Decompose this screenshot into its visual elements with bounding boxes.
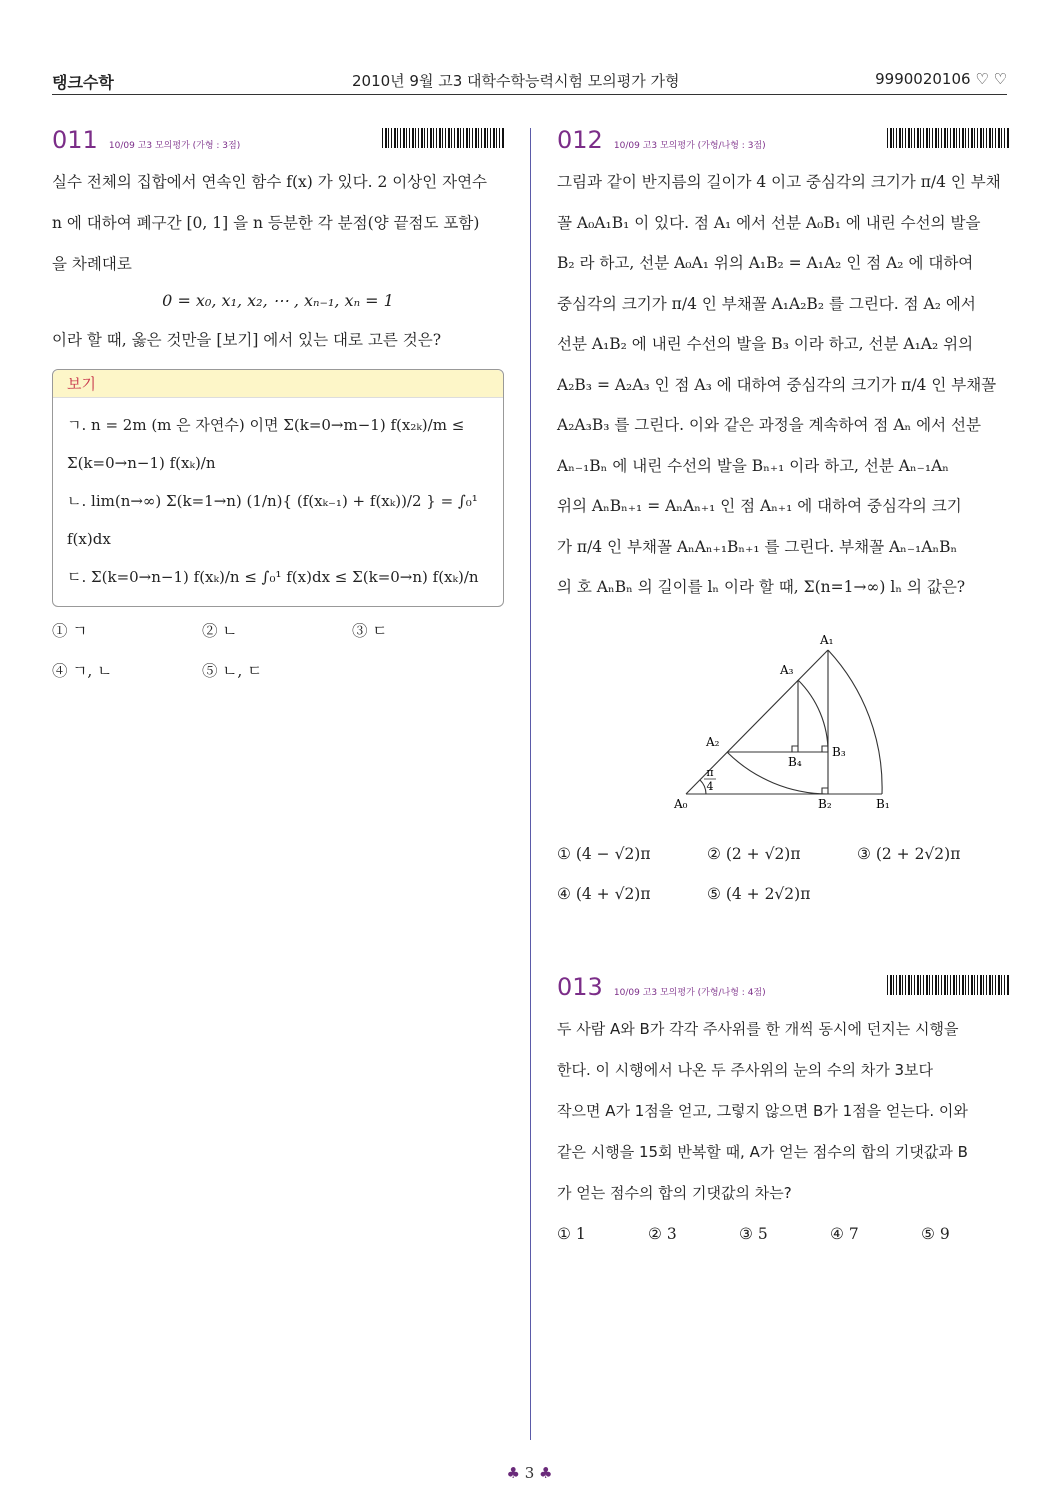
text-line: 위의 AₙBₙ₊₁ = AₙAₙ₊₁ 인 점 Aₙ₊₁ 에 대하여 중심각의 크기 xyxy=(557,497,962,515)
label-b4: B₄ xyxy=(788,755,802,769)
choice-5[interactable]: ⑤ (4 + 2√2)π xyxy=(707,885,811,903)
question-header xyxy=(557,973,1009,1009)
choice-3[interactable]: ③ 5 xyxy=(739,1225,768,1243)
brand-title: 탱크수학 xyxy=(52,73,114,92)
question-number: 013 xyxy=(557,973,603,1001)
question-text xyxy=(557,162,1009,608)
barcode-icon xyxy=(887,975,1009,995)
question-number: 012 xyxy=(557,126,603,154)
equation: 0 = x₀, x₁, x₂, ⋯ , xₙ₋₁, xₙ = 1 xyxy=(162,291,394,310)
statement-2: ㄴ. lim(n→∞) Σ(k=1→n) (1/n){ (f(xₖ₋₁) + f(xₖ))/2 } = ∫₀¹ f(x)dx xyxy=(67,492,478,548)
answer-choices xyxy=(52,611,504,691)
question-header xyxy=(557,126,1009,162)
barcode-icon xyxy=(382,128,504,148)
question-number: 011 xyxy=(52,126,98,154)
statement-1: ㄱ. n = 2m (m 은 자연수) 이면 Σ(k=0→m−1) f(x₂ₖ)/m ≤ Σ(k=0→n−1) f(xₖ)/n xyxy=(67,416,465,472)
question-011 xyxy=(52,126,504,691)
label-b1: B₁ xyxy=(876,797,890,811)
label-a1: A₁ xyxy=(820,633,834,647)
page-header xyxy=(52,70,1007,94)
column-divider xyxy=(530,128,531,1440)
statement-3: ㄷ. Σ(k=0→n−1) f(xₖ)/n ≤ ∫₀¹ f(x)dx ≤ Σ(k=0→n) f(xₖ)/n xyxy=(67,568,479,586)
text-line: 한다. 이 시행에서 나온 두 주사위의 눈의 수의 차가 3보다 xyxy=(557,1061,934,1079)
label-a2: A₂ xyxy=(706,735,720,749)
question-prompt: 이라 할 때, 옳은 것만을 [보기] 에서 있는 대로 고른 것은? xyxy=(52,331,442,349)
choice-1[interactable]: ① 1 xyxy=(557,1225,586,1243)
text-line: 같은 시행을 15회 반복할 때, A가 얻는 점수의 합의 기댓값과 B xyxy=(557,1143,968,1161)
text-line: A₂A₃B₃ 를 그린다. 이와 같은 과정을 계속하여 점 Aₙ 에서 선분 xyxy=(557,416,981,434)
answer-choices xyxy=(557,1214,1009,1254)
document-id: 9990020106 ♡ ♡ xyxy=(875,70,1007,88)
text-line: 두 사람 A와 B가 각각 주사위를 한 개씩 동시에 던지는 시행을 xyxy=(557,1020,959,1038)
question-012 xyxy=(557,126,1009,608)
exam-title: 2010년 9월 고3 대학수학능력시험 모의평가 가형 xyxy=(352,72,680,90)
text-line: 의 호 AₙBₙ 의 길이를 lₙ 이라 할 때, Σ(n=1→∞) lₙ 의 값은? xyxy=(557,578,966,596)
sector-figure xyxy=(660,628,900,818)
choice-1[interactable]: ① (4 − √2)π xyxy=(557,845,651,863)
text-line: 그림과 같이 반지름의 길이가 4 이고 중심각의 크기가 π/4 인 부채 xyxy=(557,173,1001,191)
header-divider xyxy=(52,94,1007,95)
choice-4[interactable]: ④ (4 + √2)π xyxy=(557,885,651,903)
question-text xyxy=(557,1009,1009,1214)
label-a0: A₀ xyxy=(674,797,688,811)
label-b2: B₂ xyxy=(818,797,832,811)
text-line: B₂ 라 하고, 선분 A₀A₁ 위의 A₁B₂ = A₁A₂ 인 점 A₂ 에 대하여 xyxy=(557,254,974,272)
choice-2[interactable]: ② 3 xyxy=(648,1225,677,1243)
text-line: 작으면 A가 1점을 얻고, 그렇지 않으면 B가 1점을 얻는다. 이와 xyxy=(557,1102,968,1120)
choice-4[interactable]: ④ ㄱ, ㄴ xyxy=(52,662,113,680)
question-source: 10/09 고3 모의평가 (가형/나형 : 3점) xyxy=(613,141,766,151)
answer-choices-012 xyxy=(557,834,1009,914)
club-icon: ♣ xyxy=(506,1464,520,1482)
text-line: 꼴 A₀A₁B₁ 이 있다. 점 A₁ 에서 선분 A₀B₁ 에 내린 수선의 발을 xyxy=(557,213,981,232)
question-header xyxy=(52,126,504,162)
example-box xyxy=(52,369,504,607)
club-icon: ♣ xyxy=(539,1464,553,1482)
text-line: 가 π/4 인 부채꼴 AₙAₙ₊₁Bₙ₊₁ 를 그린다. 부채꼴 Aₙ₋₁AₙBₙ xyxy=(557,537,958,556)
text-line: Aₙ₋₁Bₙ 에 내린 수선의 발을 Bₙ₊₁ 이라 하고, 선분 Aₙ₋₁Aₙ xyxy=(557,456,949,475)
text-line: 실수 전체의 집합에서 연속인 함수 f(x) 가 있다. 2 이상인 자연수 xyxy=(52,173,488,191)
question-source: 10/09 고3 모의평가 (가형/나형 : 4점) xyxy=(613,988,766,998)
page-footer xyxy=(0,1464,1059,1482)
text-line: 을 차례대로 xyxy=(52,255,132,273)
choice-3[interactable]: ③ (2 + 2√2)π xyxy=(857,845,961,863)
question-013 xyxy=(557,973,1009,1254)
choice-2[interactable]: ② ㄴ xyxy=(202,622,238,640)
choice-5[interactable]: ⑤ 9 xyxy=(921,1225,950,1243)
page-number: 3 xyxy=(524,1464,535,1482)
choice-1[interactable]: ① ㄱ xyxy=(52,622,88,640)
text-line: 가 얻는 점수의 합의 기댓값의 차는? xyxy=(557,1184,792,1202)
question-source: 10/09 고3 모의평가 (가형 : 3점) xyxy=(108,141,241,151)
angle-denominator: 4 xyxy=(706,780,714,793)
text-line: 선분 A₁B₂ 에 내린 수선의 발을 B₃ 이라 하고, 선분 A₁A₂ 위의 xyxy=(557,335,974,353)
choice-3[interactable]: ③ ㄷ xyxy=(352,622,388,640)
label-a3: A₃ xyxy=(780,663,794,677)
text-line: n 에 대하여 폐구간 [0, 1] 을 n 등분한 각 분점(양 끝점도 포함) xyxy=(52,214,480,232)
barcode-icon xyxy=(887,128,1009,148)
choice-4[interactable]: ④ 7 xyxy=(830,1225,859,1243)
box-body xyxy=(53,398,503,606)
box-title: 보기 xyxy=(53,370,503,398)
question-text xyxy=(52,162,504,285)
angle-numerator: π xyxy=(706,766,714,779)
label-b3: B₃ xyxy=(832,745,846,759)
choice-5[interactable]: ⑤ ㄴ, ㄷ xyxy=(202,662,263,680)
choice-2[interactable]: ② (2 + √2)π xyxy=(707,845,801,863)
text-line: 중심각의 크기가 π/4 인 부채꼴 A₁A₂B₂ 를 그린다. 점 A₂ 에서 xyxy=(557,294,976,313)
text-line: A₂B₃ = A₂A₃ 인 점 A₃ 에 대하여 중심각의 크기가 π/4 인 부채꼴 xyxy=(557,375,997,394)
